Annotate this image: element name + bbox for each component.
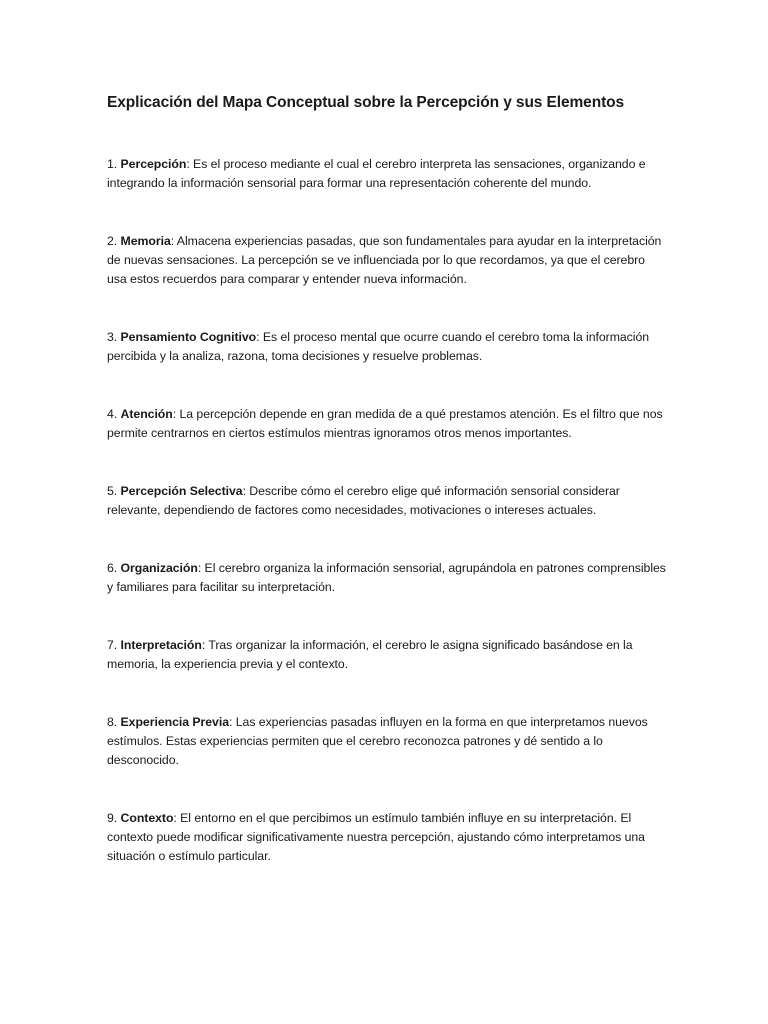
item-definition: : Tras organizar la información, el cerebro le asigna significado basándose en la memoria, la experiencia previa y el contexto. — [107, 637, 633, 671]
item-term: Contexto — [120, 810, 174, 825]
item-number: 8. — [107, 714, 121, 729]
item-number: 4. — [107, 406, 121, 421]
item-number: 1. — [107, 157, 121, 171]
item-term: Percepción — [120, 157, 187, 171]
item-number: 7. — [107, 637, 121, 652]
item-definition: : Es el proceso mental que ocurre cuando el cerebro toma la información percibida y la analiza, razona, toma decisiones y resuelve problemas. — [107, 330, 650, 364]
list-item-percepcion-selectiva — [107, 482, 667, 520]
item-definition: : El entorno en el que percibimos un estímulo también influye en su interpretación. El contexto puede modificar significativamente nuestra percepción, ajustando cómo interpretamos una situación o estímulo particular. — [107, 810, 645, 864]
list-item-contexto — [107, 809, 667, 867]
item-definition: : El cerebro organiza la información sensorial, agrupándola en patrones comprensibles y familiares para facilitar su interpretación. — [107, 560, 666, 594]
list-item-experiencia-previa — [107, 713, 667, 771]
list-item-atencion — [107, 405, 667, 443]
item-term: Interpretación — [120, 637, 202, 652]
item-number: 5. — [107, 483, 121, 498]
list-item-interpretacion — [107, 636, 667, 674]
item-definition: : Almacena experiencias pasadas, que son fundamentales para ayudar en la interpretación de nuevas sensaciones. La percepción se ve influenciada por lo que recordamos, ya que el cerebro usa estos recuerdos para comparar y entender nueva información. — [107, 233, 662, 287]
list-item-memoria — [107, 232, 667, 290]
list-item-pensamiento-cognitivo — [107, 328, 667, 366]
list-item-organizacion — [107, 559, 667, 597]
document-title: Explicación del Mapa Conceptual sobre la Percepción y sus Elementos — [107, 94, 625, 111]
document-page — [107, 92, 667, 905]
item-number: 3. — [107, 330, 121, 345]
item-number: 6. — [107, 560, 121, 575]
item-number: 9. — [107, 810, 121, 825]
item-term: Pensamiento Cognitivo — [120, 330, 257, 345]
item-term: Experiencia Previa — [120, 714, 230, 729]
item-definition: : Describe cómo el cerebro elige qué información sensorial considerar relevante, dependiendo de factores como necesidades, motivaciones o intereses actuales. — [107, 483, 620, 518]
item-term: Percepción Selectiva — [120, 483, 243, 498]
item-number: 2. — [107, 233, 121, 248]
item-term: Organización — [120, 560, 198, 575]
item-term: Memoria — [120, 233, 171, 248]
list-item-percepcion — [107, 155, 667, 193]
item-term: Atención — [120, 406, 173, 421]
item-definition: : Las experiencias pasadas influyen en la forma en que interpretamos nuevos estímulos. Estas experiencias permiten que el cerebro reconozca patrones y dé sentido a lo desconocido. — [107, 714, 648, 767]
item-definition: : Es el proceso mediante el cual el cerebro interpreta las sensaciones, organizando e integrando la información sensorial para formar una representación coherente del mundo. — [107, 157, 646, 191]
item-definition: : La percepción depende en gran medida de a qué prestamos atención. Es el filtro que nos permite centrarnos en ciertos estímulos mientras ignoramos otros menos importantes. — [107, 406, 663, 441]
